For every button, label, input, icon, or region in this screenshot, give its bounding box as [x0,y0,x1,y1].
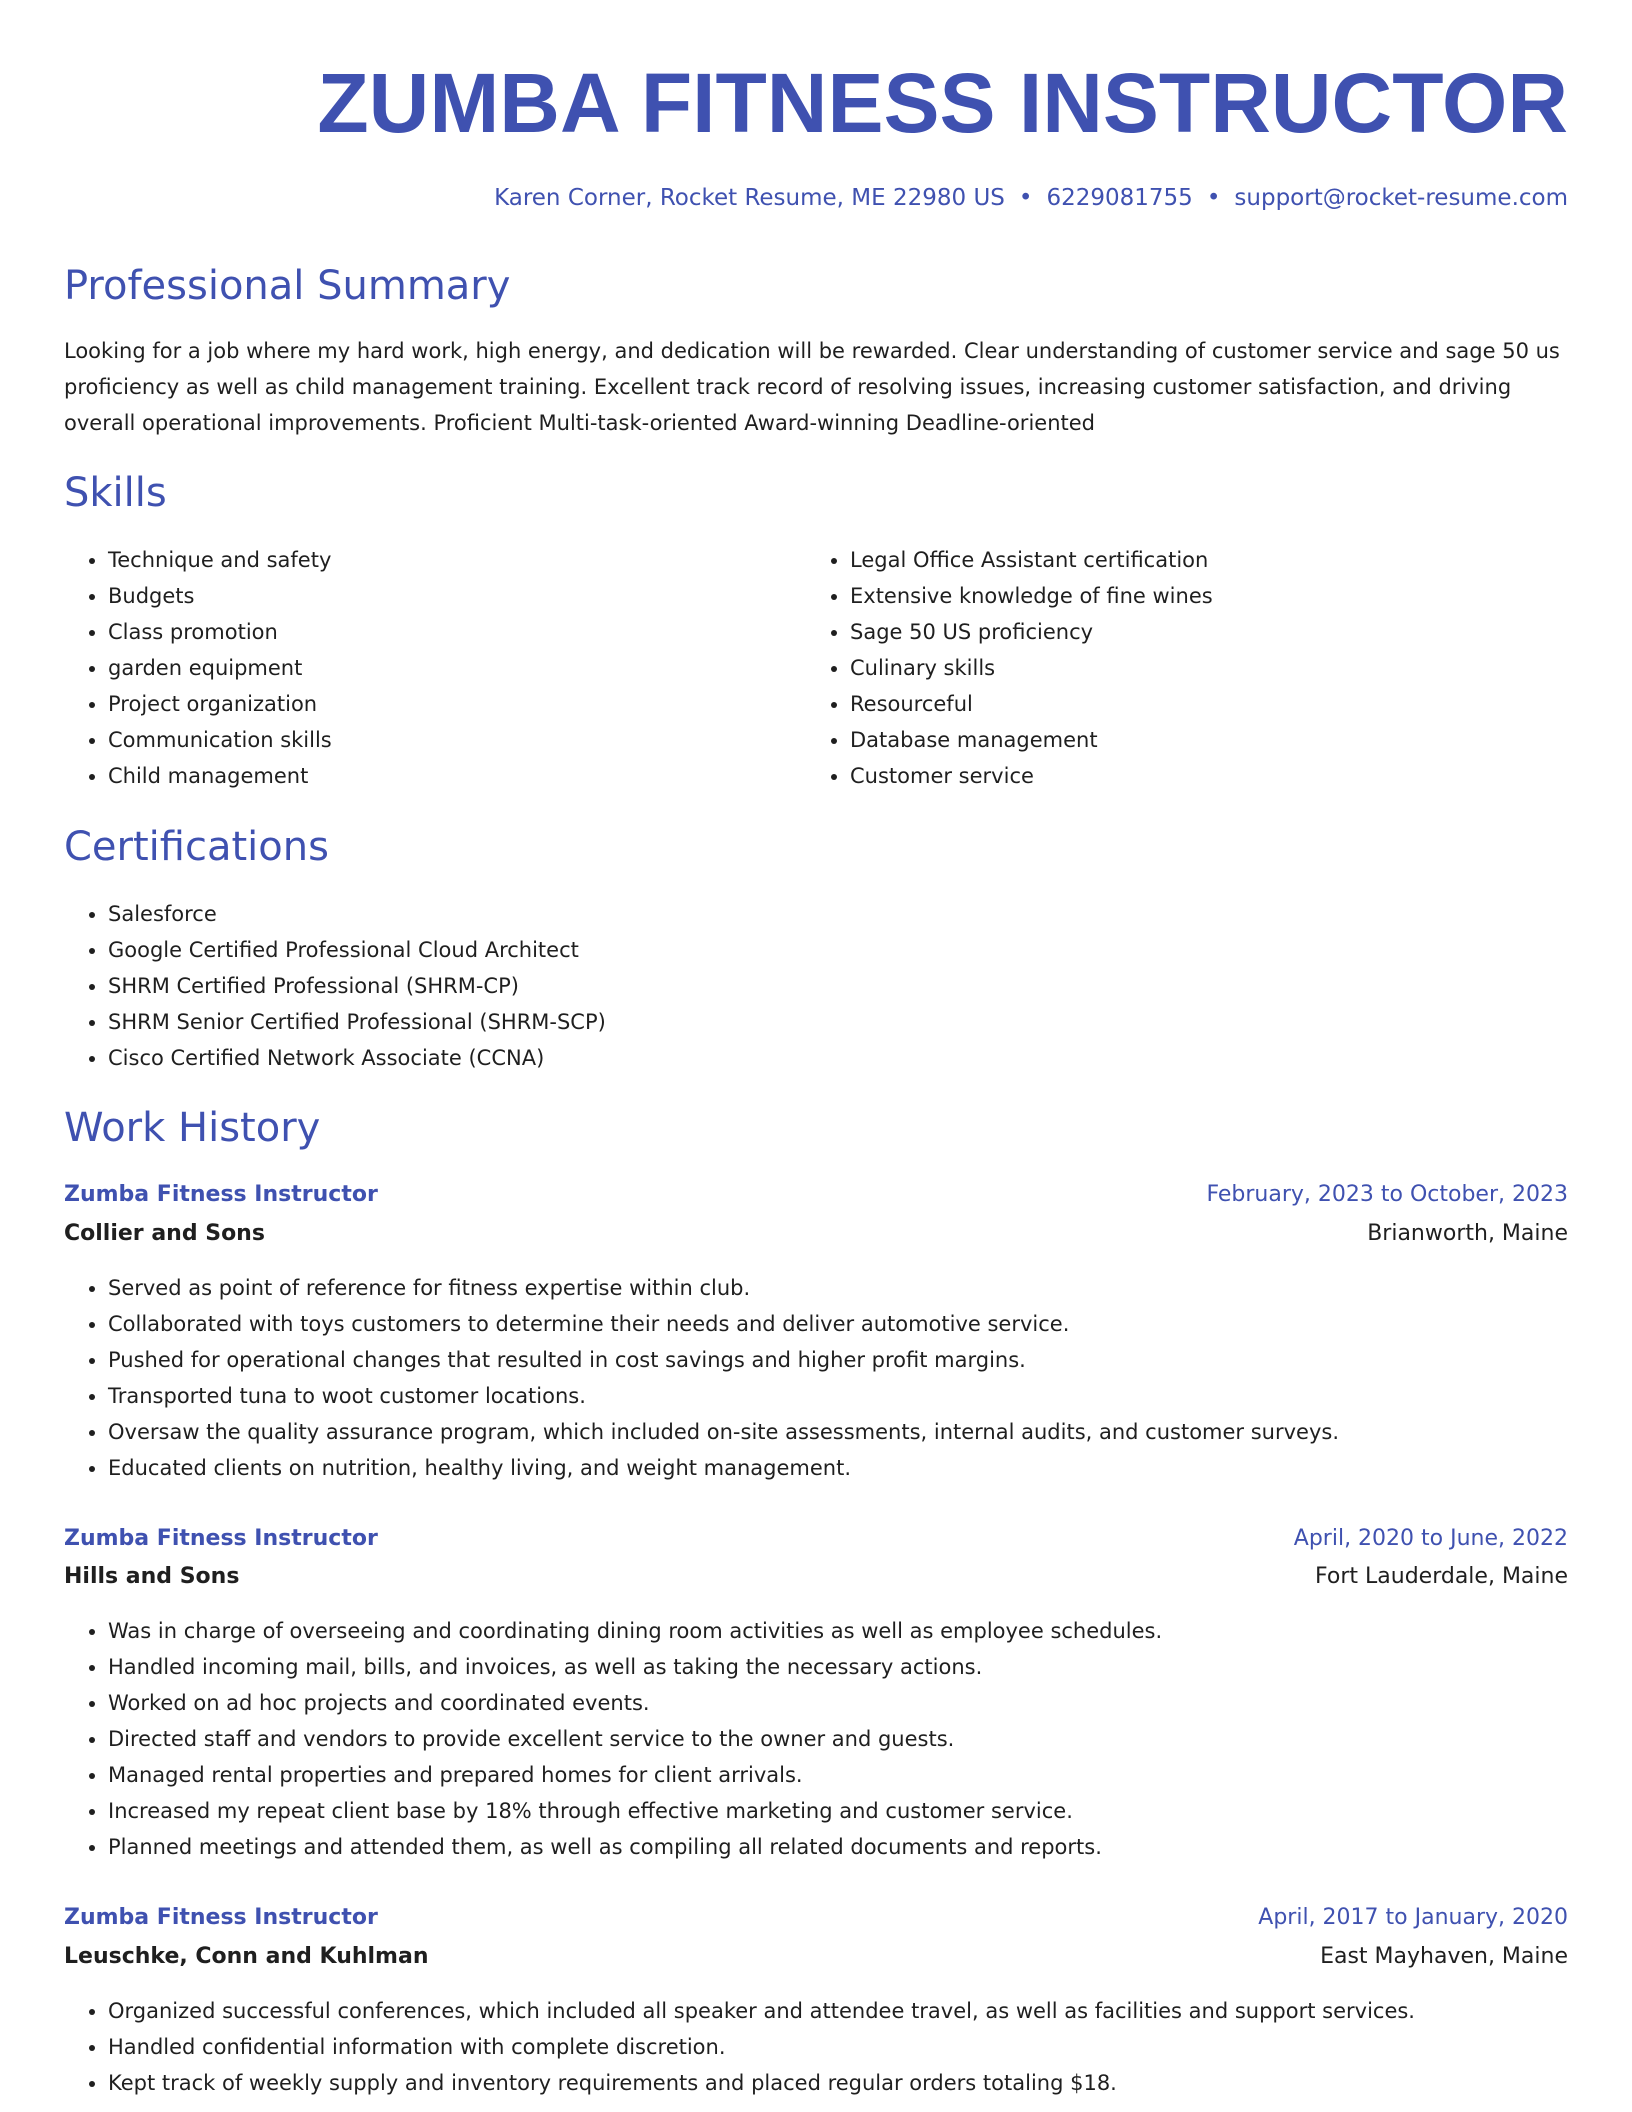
job-location: Fort Lauderdale, Maine [1315,1564,1568,1589]
skill-item: • Database management [850,722,1550,758]
contact-line [64,183,1568,213]
job-bullets [64,1270,1608,1486]
resume-title: ZUMBA FITNESS INSTRUCTOR [317,56,1568,150]
job-bullet: • Managed rental properties and prepared homes for client arrivals. [108,1757,1608,1793]
contact-email: support@rocket-resume.com [1234,185,1568,211]
skill-item: • Child management [108,758,808,794]
certification-item: • SHRM Certified Professional (SHRM-CP) [108,968,1508,1004]
job-location: Brianworth, Maine [1367,1221,1568,1246]
contact-separator: • [1018,185,1033,211]
job-title: Zumba Fitness Instructor [64,1905,378,1930]
contact-separator: • [1206,185,1221,211]
job-bullet: • Transported tuna to woot customer locations. [108,1378,1608,1414]
skills-list-left [64,542,808,794]
contact-address: Karen Corner, Rocket Resume, ME 22980 US [494,185,1005,211]
job-bullets [64,1993,1608,2101]
skill-item: • Project organization [108,686,808,722]
certification-item: • SHRM Senior Certified Professional (SHRM-SCP) [108,1004,1508,1040]
certification-item: • Google Certified Professional Cloud Architect [108,932,1508,968]
skill-item: • Legal Office Assistant certification [850,542,1550,578]
summary-heading: Professional Summary [64,263,511,309]
contact-phone: 6229081755 [1046,185,1193,211]
job-dates: April, 2017 to January, 2020 [1258,1905,1568,1930]
job-company: Collier and Sons [64,1221,265,1246]
job-bullet: • Handled incoming mail, bills, and invoices, as well as taking the necessary actions. [108,1649,1608,1685]
job-dates: February, 2023 to October, 2023 [1206,1182,1568,1207]
job-company: Leuschke, Conn and Kuhlman [64,1944,429,1969]
skills-heading: Skills [64,470,167,516]
job-dates: April, 2020 to June, 2022 [1293,1526,1568,1551]
skill-item: • Extensive knowledge of fine wines [850,578,1550,614]
skill-item: • garden equipment [108,650,808,686]
certifications-heading: Certifications [64,824,329,870]
job-bullet: • Planned meetings and attended them, as well as compiling all related documents and reports. [108,1829,1608,1865]
job-bullet: • Oversaw the quality assurance program, which included on-site assessments, internal audits, and customer surveys. [108,1414,1608,1450]
job-bullet: • Worked on ad hoc projects and coordinated events. [108,1685,1608,1721]
skill-item: • Technique and safety [108,542,808,578]
skill-item: • Sage 50 US proficiency [850,614,1550,650]
job-bullets [64,1613,1608,1865]
skill-item: • Culinary skills [850,650,1550,686]
job-bullet: • Organized successful conferences, which included all speaker and attendee travel, as well as facilities and support services. [108,1993,1608,2029]
skill-item: • Budgets [108,578,808,614]
job-location: East Mayhaven, Maine [1320,1944,1568,1969]
job-bullet: • Increased my repeat client base by 18% through effective marketing and customer service. [108,1793,1608,1829]
job-title: Zumba Fitness Instructor [64,1526,378,1551]
job-bullet: • Served as point of reference for fitness expertise within club. [108,1270,1608,1306]
certification-item: • Salesforce [108,896,1508,932]
summary-text: Looking for a job where my hard work, high energy, and dedication will be rewarded. Clear understanding of customer service and sage 50 us proficiency as well as child management training. Excellent track record of resolving issues, increasing customer satisfaction, and driving overall operational improvements. Proficient Multi-task-oriented Award-winning Deadline-oriented [64,339,1560,435]
skill-item: • Class promotion [108,614,808,650]
job-bullet: • Directed staff and vendors to provide excellent service to the owner and guests. [108,1721,1608,1757]
job-bullet: • Pushed for operational changes that resulted in cost savings and higher profit margins. [108,1342,1608,1378]
certification-item: • Cisco Certified Network Associate (CCNA) [108,1040,1508,1076]
job-title: Zumba Fitness Instructor [64,1182,378,1207]
skill-item: • Resourceful [850,686,1550,722]
resume-header [64,55,1568,213]
job-company: Hills and Sons [64,1564,240,1589]
job-bullet: • Collaborated with toys customers to determine their needs and deliver automotive service. [108,1306,1608,1342]
job-bullet: • Educated clients on nutrition, healthy living, and weight management. [108,1450,1608,1486]
job-bullet: • Kept track of weekly supply and inventory requirements and placed regular orders totaling $18. [108,2065,1608,2101]
job-bullet: • Was in charge of overseeing and coordinating dining room activities as well as employee schedules. [108,1613,1608,1649]
work-history-heading: Work History [64,1105,321,1151]
skill-item: • Communication skills [108,722,808,758]
skill-item: • Customer service [850,758,1550,794]
certifications-list [64,896,1508,1076]
job-bullet: • Handled confidential information with complete discretion. [108,2029,1608,2065]
skills-list-right [806,542,1550,794]
